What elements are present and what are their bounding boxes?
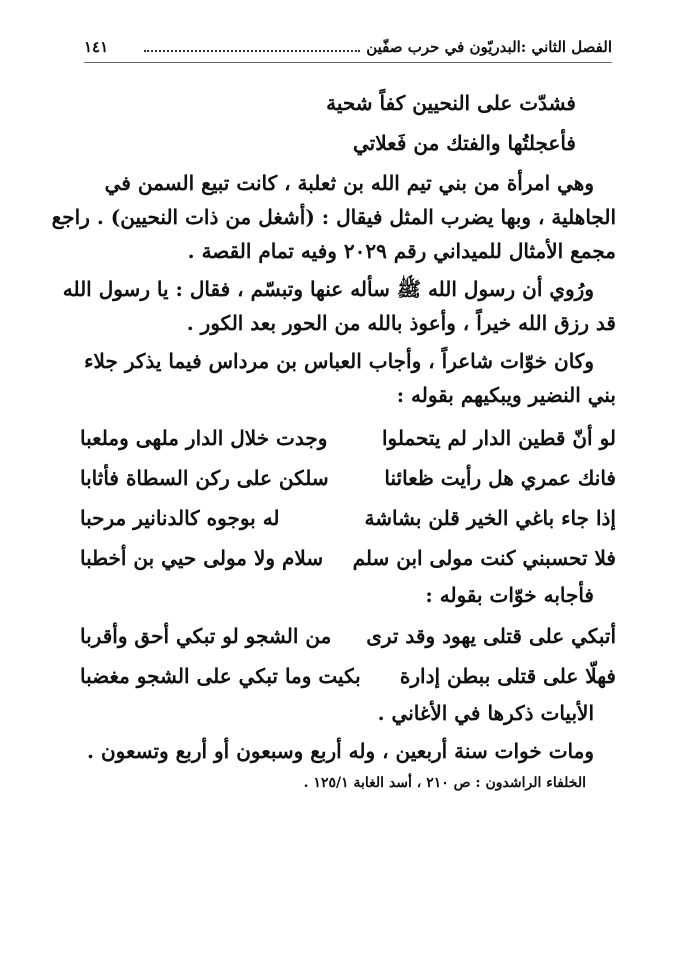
- paragraph-line: ورُوي أن رسول الله ﷺ سأله عنها وتبسّم ، فقال : يا رسول الله: [62, 277, 594, 301]
- paragraph-line: الجاهلية ، وبها يضرب المثل فيقال : (أشغل من ذات النحيين) . راجع: [51, 205, 616, 229]
- verse-second-hemistich: له بوجوه كالدنانير مرحبا: [80, 506, 280, 530]
- paragraph-line: وهي امرأة من بني تيم الله بن ثعلبة ، كانت تبيع السمن في: [104, 171, 594, 195]
- paragraph-line: مجمع الأمثال للميداني رقم ٢٠٢٩ وفيه تمام القصة .: [187, 239, 616, 263]
- poem-block-2: [80, 616, 616, 696]
- verse-second-hemistich: بكيت وما تبكي على الشجو مغضبا: [80, 664, 361, 688]
- poem-block-1: [80, 418, 616, 578]
- couplet-line: فأعجلتُها والفتك من فَعلاتي: [353, 131, 576, 155]
- poem-verse: [80, 656, 616, 696]
- running-header: [84, 36, 612, 58]
- poem-verse: [80, 538, 616, 578]
- poem-verse: [80, 458, 616, 498]
- page-number: ١٤١: [84, 38, 109, 56]
- verse-first-hemistich: فلا تحسبني كنت مولى ابن سلم: [352, 546, 616, 570]
- verse-first-hemistich: لو أنّ قطين الدار لم يتحملوا: [381, 426, 616, 450]
- verse-first-hemistich: فانك عمري هل رأيت ظعائنا: [384, 466, 616, 490]
- paragraph-line: قد رزق الله خيراً ، وأعوذ بالله من الحور بعد الكور .: [186, 311, 616, 335]
- verse-second-hemistich: سلام ولا مولى حيي بن أخطبا: [80, 546, 324, 570]
- verse-first-hemistich: إذا جاء باغي الخير قلن بشاشة: [364, 506, 616, 530]
- poem-verse: [80, 498, 616, 538]
- chapter-title: الفصل الثاني :البدريّون في حرب صفّين: [366, 38, 612, 56]
- couplet-line: فشدّت على النحيين كفاً شحية: [326, 91, 576, 115]
- paragraph-line: بني النضير ويبكيهم بقوله :: [396, 383, 616, 407]
- footnote: الخلفاء الراشدون : ص ٢١٠ ، أسد الغابة ١٢٥/١ .: [303, 775, 586, 791]
- page-body: [51, 86, 616, 798]
- reply-intro: فأجابه خوّات بقوله :: [425, 583, 594, 607]
- paragraph-line: الأبيات ذكرها في الأغاني .: [377, 701, 594, 725]
- poem-verse: [80, 418, 616, 458]
- verse-first-hemistich: فهلّا على قتلى ببطن إدارة: [399, 664, 616, 688]
- verse-second-hemistich: سلكن على ركن السطاة فأثابا: [80, 466, 329, 490]
- paragraph-line: ومات خوات سنة أربعين ، وله أربع وسبعون أو أربع وتسعون .: [87, 739, 594, 763]
- header-rule: [84, 62, 612, 63]
- paragraph-line: وكان خوّات شاعراً ، وأجاب العباس بن مرداس فيما يذكر جلاء: [84, 349, 594, 373]
- dot-leader: [144, 50, 360, 52]
- verse-first-hemistich: أتبكي على قتلى يهود وقد ترى: [366, 624, 616, 648]
- poem-verse: [80, 616, 616, 656]
- verse-second-hemistich: من الشجو لو تبكي أحق وأقربا: [80, 624, 332, 648]
- verse-second-hemistich: وجدت خلال الدار ملهى وملعبا: [80, 426, 328, 450]
